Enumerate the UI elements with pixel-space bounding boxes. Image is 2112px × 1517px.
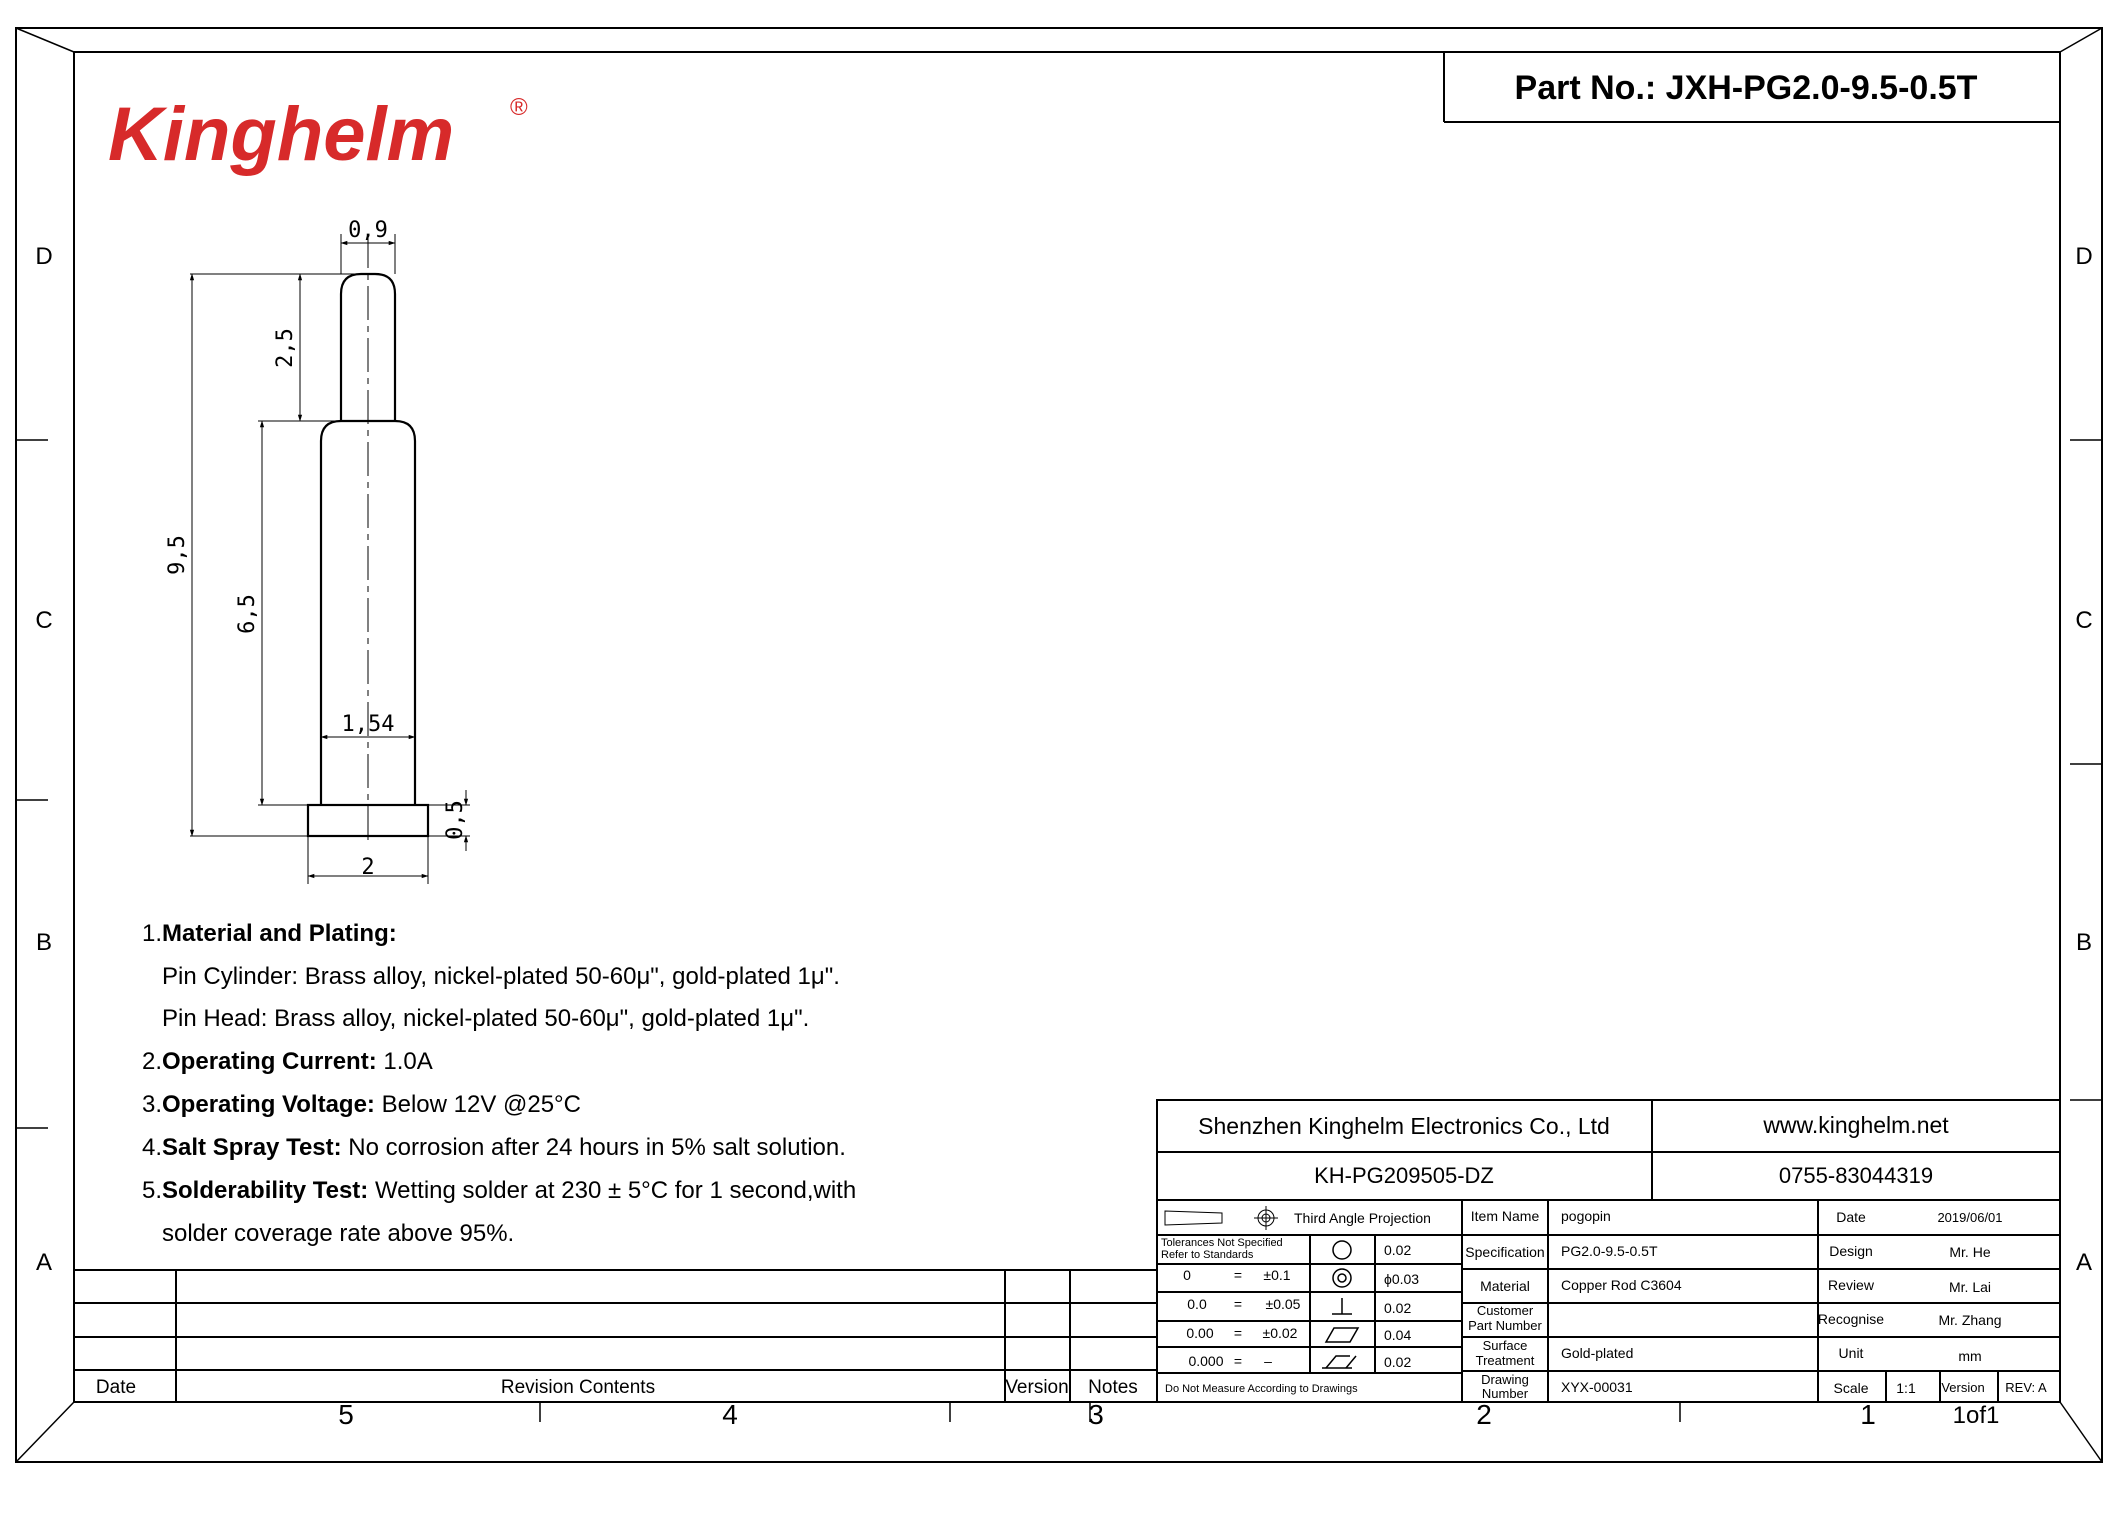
field-value: Gold-plated	[1561, 1345, 1634, 1361]
spec-line: 2.Operating Current: 1.0A	[142, 1048, 433, 1075]
zone-letter-left: B	[35, 929, 53, 956]
approval-label: Review	[1828, 1277, 1874, 1293]
approval-value: mm	[1958, 1348, 1982, 1364]
version-label: Version	[1941, 1380, 1985, 1395]
third-angle-projection-icon	[1165, 1206, 1278, 1230]
zone-letter-left: C	[35, 607, 53, 634]
tolerance-decimals: 0.00	[1186, 1325, 1214, 1341]
spec-line: Pin Cylinder: Brass alloy, nickel-plated 50-60μ", gold-plated 1μ".	[162, 963, 840, 990]
approval-label: Recognise	[1817, 1311, 1885, 1327]
field-label: Treatment	[1475, 1353, 1535, 1368]
tolerance-value: –	[1264, 1353, 1272, 1369]
zone-number: 2	[1476, 1399, 1492, 1430]
revision-contents-header: Revision Contents	[500, 1377, 656, 1398]
rev-value: REV: A	[2005, 1380, 2047, 1395]
revision-version-header: Version	[1005, 1377, 1069, 1398]
company-phone: 0755-83044319	[1778, 1163, 1934, 1188]
zone-number: 5	[338, 1399, 354, 1430]
revision-notes-header: Notes	[1088, 1377, 1138, 1398]
geometric-tolerance-value: 0.04	[1384, 1327, 1412, 1343]
geometric-tolerance-value: 0.02	[1384, 1300, 1412, 1316]
approval-value: Mr. Lai	[1948, 1279, 1992, 1295]
company-website: www.kinghelm.net	[1763, 1112, 1949, 1138]
geometric-tolerance-value: 0.02	[1384, 1242, 1412, 1258]
spec-line: solder coverage rate above 95%.	[162, 1220, 515, 1247]
revision-date-header: Date	[95, 1377, 137, 1398]
dim-flange-thickness: 0,5	[443, 800, 468, 840]
tolerance-decimals: 0	[1183, 1267, 1191, 1283]
spec-line: 1.Material and Plating:	[142, 920, 397, 947]
geometric-tolerance-value: ϕ0.03	[1384, 1271, 1420, 1287]
field-label: Specification	[1465, 1244, 1545, 1260]
tolerance-value: ±0.05	[1265, 1296, 1301, 1312]
part-number: Part No.: JXH-PG2.0-9.5-0.5T	[1514, 69, 1978, 107]
field-label: Surface	[1482, 1338, 1528, 1353]
zone-letter-left: D	[35, 243, 53, 270]
field-label: Material	[1480, 1278, 1530, 1294]
sheet-count: 1of1	[1952, 1402, 2000, 1429]
approval-value: 2019/06/01	[1937, 1210, 2003, 1225]
field-label: Customer	[1476, 1303, 1534, 1318]
tolerance-decimals: 0.0	[1187, 1296, 1207, 1312]
dim-total-length: 9,5	[165, 535, 190, 575]
approval-label: Design	[1829, 1243, 1873, 1259]
scale-label: Scale	[1833, 1380, 1869, 1396]
tolerance-value: ±0.1	[1263, 1267, 1291, 1283]
perpendicularity-icon	[1332, 1298, 1352, 1314]
field-value: pogopin	[1561, 1208, 1611, 1224]
company-name: Shenzhen Kinghelm Electronics Co., Ltd	[1198, 1113, 1610, 1139]
zone-number: 1	[1860, 1399, 1876, 1430]
dim-body-length: 6,5	[235, 594, 260, 634]
dimension-lines	[190, 234, 470, 884]
dim-tip-diameter: 0,9	[348, 218, 388, 243]
dim-body-diameter: 1,54	[341, 712, 395, 737]
tolerance-eq: =	[1233, 1267, 1243, 1283]
concentricity-icon	[1333, 1269, 1351, 1287]
field-value: Copper Rod C3604	[1561, 1277, 1682, 1293]
circularity-icon	[1333, 1241, 1351, 1259]
zone-letter-left: A	[35, 1249, 53, 1276]
kinghelm-logo: Kinghelm	[108, 92, 455, 177]
approval-label: Unit	[1838, 1345, 1864, 1361]
scale-value: 1:1	[1896, 1380, 1916, 1396]
drawing-code: KH-PG209505-DZ	[1314, 1163, 1494, 1188]
field-label: Item Name	[1470, 1208, 1540, 1224]
zone-letter-right: D	[2075, 243, 2093, 270]
zone-numbers	[338, 1399, 1876, 1430]
field-label: Drawing	[1481, 1372, 1529, 1387]
tolerance-eq: =	[1233, 1296, 1243, 1312]
zone-letter-right: C	[2075, 607, 2093, 634]
dim-flange-diameter: 2	[361, 855, 375, 880]
cylindricity-icon	[1322, 1356, 1356, 1368]
approval-value: Mr. Zhang	[1938, 1312, 2002, 1328]
field-value: PG2.0-9.5-0.5T	[1561, 1243, 1658, 1259]
geometric-tolerance-value: 0.02	[1384, 1354, 1412, 1370]
approval-value: Mr. He	[1949, 1244, 1991, 1260]
spec-line: 5.Solderability Test: Wetting solder at 230 ± 5°C for 1 second,with	[142, 1177, 857, 1204]
dim-tip-length: 2,5	[273, 328, 298, 368]
do-not-measure-note: Do Not Measure According to Drawings	[1165, 1383, 1358, 1395]
tolerance-eq: =	[1233, 1353, 1243, 1369]
tolerance-note: Tolerances Not Specified	[1161, 1237, 1283, 1249]
approval-label: Date	[1836, 1209, 1866, 1225]
spec-line: 3.Operating Voltage: Below 12V @25°C	[142, 1091, 581, 1118]
zone-letter-right: A	[2075, 1249, 2093, 1276]
spec-line: 4.Salt Spray Test: No corrosion after 24 hours in 5% salt solution.	[142, 1134, 846, 1161]
flatness-icon	[1326, 1328, 1358, 1342]
projection-label: Third Angle Projection	[1294, 1210, 1431, 1226]
zone-number: 4	[722, 1399, 738, 1430]
registered-mark: ®	[510, 94, 528, 121]
field-label: Number	[1481, 1386, 1529, 1401]
tolerance-eq: =	[1233, 1325, 1243, 1341]
tolerance-note: Refer to Standards	[1161, 1249, 1254, 1261]
tolerance-decimals: 0.000	[1188, 1353, 1224, 1369]
zone-letter-right: B	[2075, 929, 2093, 956]
field-value: XYX-00031	[1561, 1379, 1633, 1395]
field-label: Part Number	[1468, 1318, 1542, 1333]
spec-line: Pin Head: Brass alloy, nickel-plated 50-60μ", gold-plated 1μ".	[162, 1005, 810, 1032]
zone-number: 3	[1088, 1399, 1104, 1430]
tolerance-value: ±0.02	[1262, 1325, 1298, 1341]
